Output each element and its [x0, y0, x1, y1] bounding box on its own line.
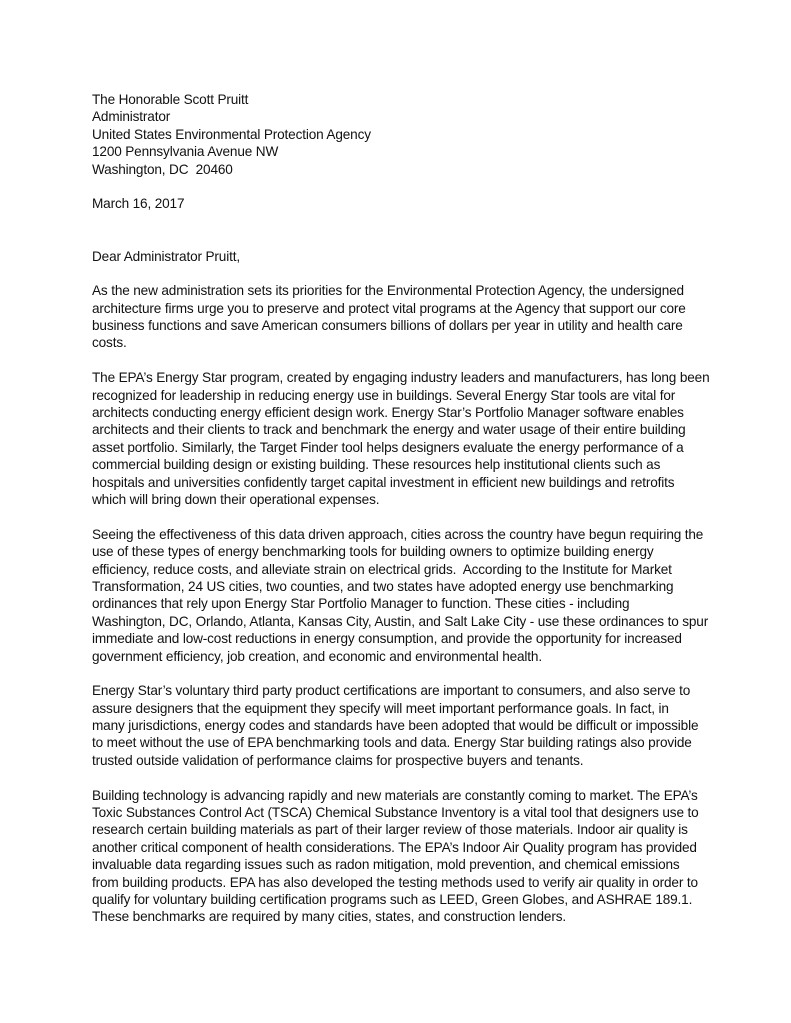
paragraph-line: use of these types of energy benchmarking tools for building owners to optimize building energy: [92, 544, 654, 560]
paragraph-line: architects conducting energy efficient design work. Energy Star’s Portfolio Manager software enables: [92, 405, 684, 421]
paragraph-line: assure designers that the equipment they specify will meet important performance goals. In fact, in: [92, 700, 669, 716]
spacer: [92, 665, 752, 682]
spacer: [92, 769, 752, 786]
paragraph-line: efficiency, reduce costs, and alleviate strain on electrical grids. According to the Institute for Market: [92, 561, 672, 577]
paragraph-line: which will bring down their operational expenses.: [92, 491, 380, 507]
spacer: [92, 508, 752, 525]
recipient-name: The Honorable Scott Pruitt: [92, 92, 249, 107]
paragraph-building-materials: [92, 787, 752, 926]
paragraph-line: hospitals and universities confidently target capital investment in efficient new buildings and retrofits: [92, 474, 675, 490]
paragraph-line: architecture firms urge you to preserve and protect vital programs at the Agency that support our core: [92, 300, 686, 316]
paragraph-line: from building products. EPA has also developed the testing methods used to verify air quality in order to: [92, 874, 698, 890]
spacer: [92, 213, 752, 230]
paragraph-line: business functions and save American consumers billions of dollars per year in utility and health care: [92, 318, 683, 334]
paragraph-line: many jurisdictions, energy codes and standards have been adopted that would be difficult or impossible: [92, 718, 699, 734]
paragraph-line: qualify for voluntary building certification programs such as LEED, Green Globes, and ASHRAE 189.1.: [92, 891, 693, 907]
paragraph-benchmarking-cities: [92, 526, 752, 665]
paragraph-line: Toxic Substances Control Act (TSCA) Chemical Substance Inventory is a vital tool that designers use to: [92, 805, 699, 821]
paragraph-line: These benchmarks are required by many cities, states, and construction lenders.: [92, 909, 566, 925]
spacer: [92, 178, 752, 195]
paragraph-line: The EPA’s Energy Star program, created by engaging industry leaders and manufacturers, has long been: [92, 370, 710, 386]
paragraph-line: immediate and low-cost reductions in energy consumption, and provide the opportunity for increased: [92, 631, 682, 647]
paragraph-line: Transformation, 24 US cities, two counties, and two states have adopted energy use benchmarking: [92, 578, 674, 594]
letter-date: March 16, 2017: [92, 196, 185, 212]
salutation: Dear Administrator Pruitt,: [92, 248, 240, 264]
paragraph-line: government efficiency, job creation, and economic and environmental health.: [92, 648, 542, 664]
recipient-address: [92, 91, 752, 178]
paragraph-line: architects and their clients to track and benchmark the energy and water usage of their entire building: [92, 422, 686, 438]
paragraph-line: Building technology is advancing rapidly and new materials are constantly coming to market. The EPA’s: [92, 787, 698, 803]
paragraph-line: invaluable data regarding issues such as radon mitigation, mold prevention, and chemical emissions: [92, 857, 680, 873]
paragraph-line: recognized for leadership in reducing energy use in buildings. Several Energy Star tools are vital for: [92, 387, 676, 403]
paragraph-line: costs.: [92, 335, 127, 351]
paragraph-line: Seeing the effectiveness of this data driven approach, cities across the country have begun requiring the: [92, 526, 704, 542]
paragraph-line: to meet without the use of EPA benchmarking tools and data. Energy Star building ratings also provide: [92, 735, 692, 751]
paragraph-line: commercial building design or existing building. These resources help institutional clients such as: [92, 457, 661, 473]
paragraph-product-certifications: [92, 682, 752, 769]
paragraph-energy-star: [92, 369, 752, 508]
recipient-street: 1200 Pennsylvania Avenue NW: [92, 144, 279, 160]
paragraph-intro: [92, 282, 752, 352]
recipient-city: Washington, DC 20460: [92, 161, 233, 177]
paragraph-line: asset portfolio. Similarly, the Target Finder tool helps designers evaluate the energy performance of a: [92, 439, 684, 455]
paragraph-line: Washington, DC, Orlando, Atlanta, Kansas City, Austin, and Salt Lake City - use these ordinances to spur: [92, 613, 709, 629]
spacer: [92, 230, 752, 247]
spacer: [92, 265, 752, 282]
paragraph-line: Energy Star’s voluntary third party product certifications are important to consumers, and also serve to: [92, 683, 691, 699]
recipient-organization: United States Environmental Protection Agency: [92, 126, 371, 142]
paragraph-line: another critical component of health considerations. The EPA’s Indoor Air Quality program has provided: [92, 839, 697, 855]
letter-body: [92, 91, 752, 926]
spacer: [92, 352, 752, 369]
paragraph-line: As the new administration sets its priorities for the Environmental Protection Agency, the undersigned: [92, 283, 684, 299]
paragraph-line: research certain building materials as part of their larger review of those materials. Indoor air quality is: [92, 822, 688, 838]
paragraph-line: trusted outside validation of performance claims for prospective buyers and tenants.: [92, 752, 584, 768]
recipient-title: Administrator: [92, 109, 171, 125]
paragraph-line: ordinances that rely upon Energy Star Portfolio Manager to function. These cities - including: [92, 596, 630, 612]
